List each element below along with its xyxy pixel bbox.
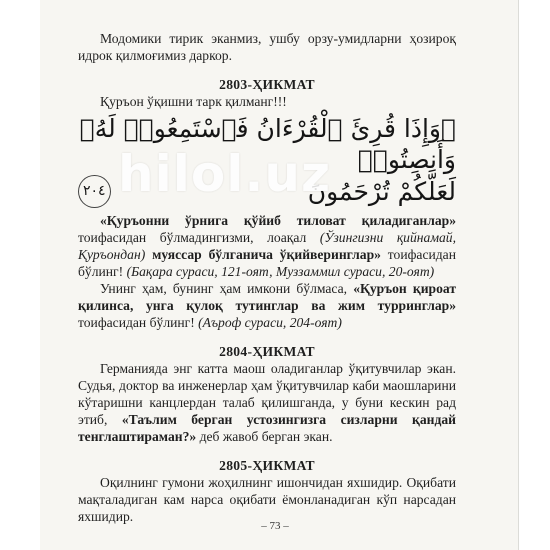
page-number: – 73 – bbox=[261, 520, 289, 532]
paragraph-2803-2 bbox=[78, 280, 456, 331]
bold-phrase: «Таълим берган устозингизга сизларни қандай тенглаштираман?» bbox=[78, 412, 456, 444]
page-edge bbox=[518, 0, 550, 550]
heading-2803: 2803-ҲИКМАТ bbox=[219, 77, 315, 92]
heading-2805: 2805-ҲИКМАТ bbox=[219, 458, 315, 473]
heading-2804: 2804-ҲИКМАТ bbox=[219, 344, 315, 359]
ayah-number-marker: ٢٠٤ bbox=[78, 175, 111, 208]
intro-paragraph: Модомики тирик эканмиз, ушбу орзу-умидларни ҳозироқ идрок қилмоғимиз даркор. bbox=[78, 31, 456, 63]
italic-reference: (Аъроф сураси, 204-оят) bbox=[198, 315, 342, 330]
text: Германияда энг катта маош оладиганлар ўқитувчилар экан. Судья, доктор ва инженерлар ҳам ўқитувчилар каби маошларини кўтаришни канцлердан талаб қилишганда, у буни кескин рад этиб, bbox=[78, 361, 456, 427]
bold-phrase: «Қуръон қироат қилинса, унга қулоқ тутинглар ва жим турринглар» bbox=[78, 281, 457, 313]
page-content bbox=[78, 30, 456, 525]
italic-reference: (Бақара сураси, 121-оят, Муззаммил сураси, 20-оят) bbox=[126, 264, 435, 279]
text: тоифасидан бўлинг! bbox=[78, 247, 456, 279]
paragraph-2804 bbox=[78, 360, 456, 445]
subtitle-2803: Қуръон ўқишни тарк қилманг!!! bbox=[100, 94, 287, 109]
paragraph-2803-1 bbox=[78, 212, 456, 280]
verse-line-1: ﴿وَإِذَا قُرِئَ ٱلْقُرْءَانُ فَٱسْتَمِعُوا۟ لَهُۥ وَأَنصِتُوا۟ bbox=[79, 114, 456, 174]
bold-phrase: муяссар бўлганича ўқийверинглар» bbox=[145, 247, 381, 262]
verse-line-2: لَعَلَّكُمْ تُرْحَمُونَ bbox=[307, 177, 456, 206]
paragraph-2805: Оқилнинг гумони жоҳилнинг ишончидан яхшидир. Оқибати мақталадиган кам нарса оқибати ёмонланадиган кўп нарсадан яхшидир. bbox=[78, 475, 456, 524]
text: тоифасидан бўлинг! bbox=[78, 315, 199, 330]
text: деб жавоб берган экан. bbox=[196, 429, 333, 444]
bold-phrase: «Қуръонни ўрнига қўйиб тиловат қиладиганлар» bbox=[100, 213, 456, 228]
site-watermark: hilol.uz bbox=[118, 145, 332, 203]
italic-phrase: (Ўзингизни қийнамай, Қуръондан) bbox=[78, 230, 456, 262]
text: тоифасидан бўлмадингизми, лоақал bbox=[78, 230, 320, 245]
text: Унинг ҳам, бунинг ҳам имкони бўлмаса, bbox=[100, 281, 354, 296]
